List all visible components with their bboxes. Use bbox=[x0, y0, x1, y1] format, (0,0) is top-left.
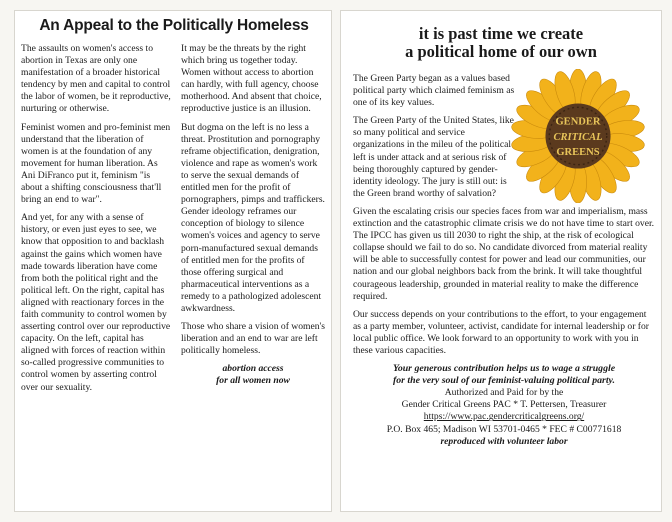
logo-text-gender: GENDER bbox=[555, 116, 601, 128]
paid-for-line-1: Authorized and Paid for by the bbox=[444, 387, 564, 399]
mailing-address: P.O. Box 465; Madison WI 53701-0465 * FEC # C00771618 bbox=[386, 423, 622, 435]
reproduced-note: reproduced with volunteer labor bbox=[440, 435, 568, 447]
right-title bbox=[341, 25, 661, 61]
paragraph: The assaults on women's access to abortion in Texas are only one manifestation of a broader historical tendency by men and capital to control the labor of women, be it reproductive, nurturing or otherwise. bbox=[21, 43, 171, 115]
left-panel bbox=[14, 10, 332, 512]
left-title: An Appeal to the Politically Homeless bbox=[39, 17, 309, 34]
paragraph: Those who share a vision of women's liberation and an end to war are left politically homeless. bbox=[181, 321, 326, 357]
paragraph: It may be the threats by the right which bring us together today. Women without access to abortion can hardly, with full agency, choose motherhood. And absent that choice, reproductive justice is an illusion. bbox=[181, 43, 322, 115]
paragraph: But dogma on the left is no less a threat. Prostitution and pornography reframe objectification, denigration, violence and rape as women's work to serve the sexual demands of entitled men for the profit of pornographers, pimps and traffickers. Gender ideology reframes our conception of biology to silence women's voices and agency to serve porn-manufactured sexual demands of entitled men for the profits of those offering surgical and pharmaceutical interventions as a remedy to a pathologized adolescent awkwardness. bbox=[181, 121, 325, 314]
right-panel bbox=[340, 10, 662, 512]
paragraph: The Green Party began as a values based political party which claimed feminism as one of its key values. bbox=[353, 73, 515, 109]
tagline bbox=[181, 363, 325, 387]
appeal bbox=[353, 363, 655, 387]
right-body bbox=[353, 73, 655, 448]
paid-for-line-2: Gender Critical Greens PAC * T. Pettersen, Treasurer bbox=[401, 399, 607, 411]
paragraph: The Green Party of the United States, like so many political and service organizations in the mileu of the political left is under attack and at serious risk of being thoroughly captured by gender-identity ideology. The jury is still out: is the Green brand worthy of salvation? bbox=[353, 115, 514, 199]
paragraph: Our success depends on your contributions to the effort, to your engagement as a party member, volunteer, activist, candidate for internal leadership or for local public office. We look forward to an opportunity to work with you in these various capacities. bbox=[353, 308, 649, 356]
paragraph: Feminist women and pro-feminist men understand that the liberation of women is at the foundation of any movement for human liberation. As Ani DiFranco put it, feminism "is about a shifting consciousness that'll bring an end to war". bbox=[21, 121, 171, 206]
appeal-line-1: Your generous contribution helps us to wage a struggle bbox=[392, 363, 616, 375]
appeal-line-2: for the very soul of our feminist-valuing political party. bbox=[393, 375, 615, 387]
website-link[interactable]: https://www.pac.gendercriticalgreens.org/ bbox=[423, 411, 585, 423]
left-column-2 bbox=[181, 43, 325, 394]
tagline-line-2: for all women now bbox=[216, 375, 290, 387]
paragraph: And yet, for any with a sense of history, or even just eyes to see, we know that opposition to and backlash against the gains which women have made towards liberation have come from both the political right and the political left. On the right, capital has aligned with reactionary forces in the faith community to control women by asserting control over our reproductive capacity. On the left, capital has aligned with forces of reaction within so-called progressive communities to control women by asserting control over our sexuality. bbox=[21, 212, 171, 393]
left-column-1 bbox=[21, 43, 173, 400]
logo-text-greens: GREENS bbox=[556, 147, 600, 159]
tagline-line-1: abortion access bbox=[222, 363, 284, 375]
right-title-line-2: a political home of our own bbox=[405, 42, 597, 61]
paragraph: Given the escalating crisis our species faces from war and imperialism, mass extinction and the catastrophic climate crisis we do not have time to start over. The IPCC has given us till 2030 to right the ship, at the risk of ecological collapse should we fail to do so. No candidate divorced from material reality will be able to successfully contest for power and lead our communities, our nation and our global neighbors back from the brink. It will take thoughtful courageous leadership, grounded in material reality to make the difference required. bbox=[353, 205, 655, 302]
right-title-line-1: it is past time we create bbox=[418, 24, 584, 43]
logo-text-critical: CRITICAL bbox=[553, 131, 603, 143]
